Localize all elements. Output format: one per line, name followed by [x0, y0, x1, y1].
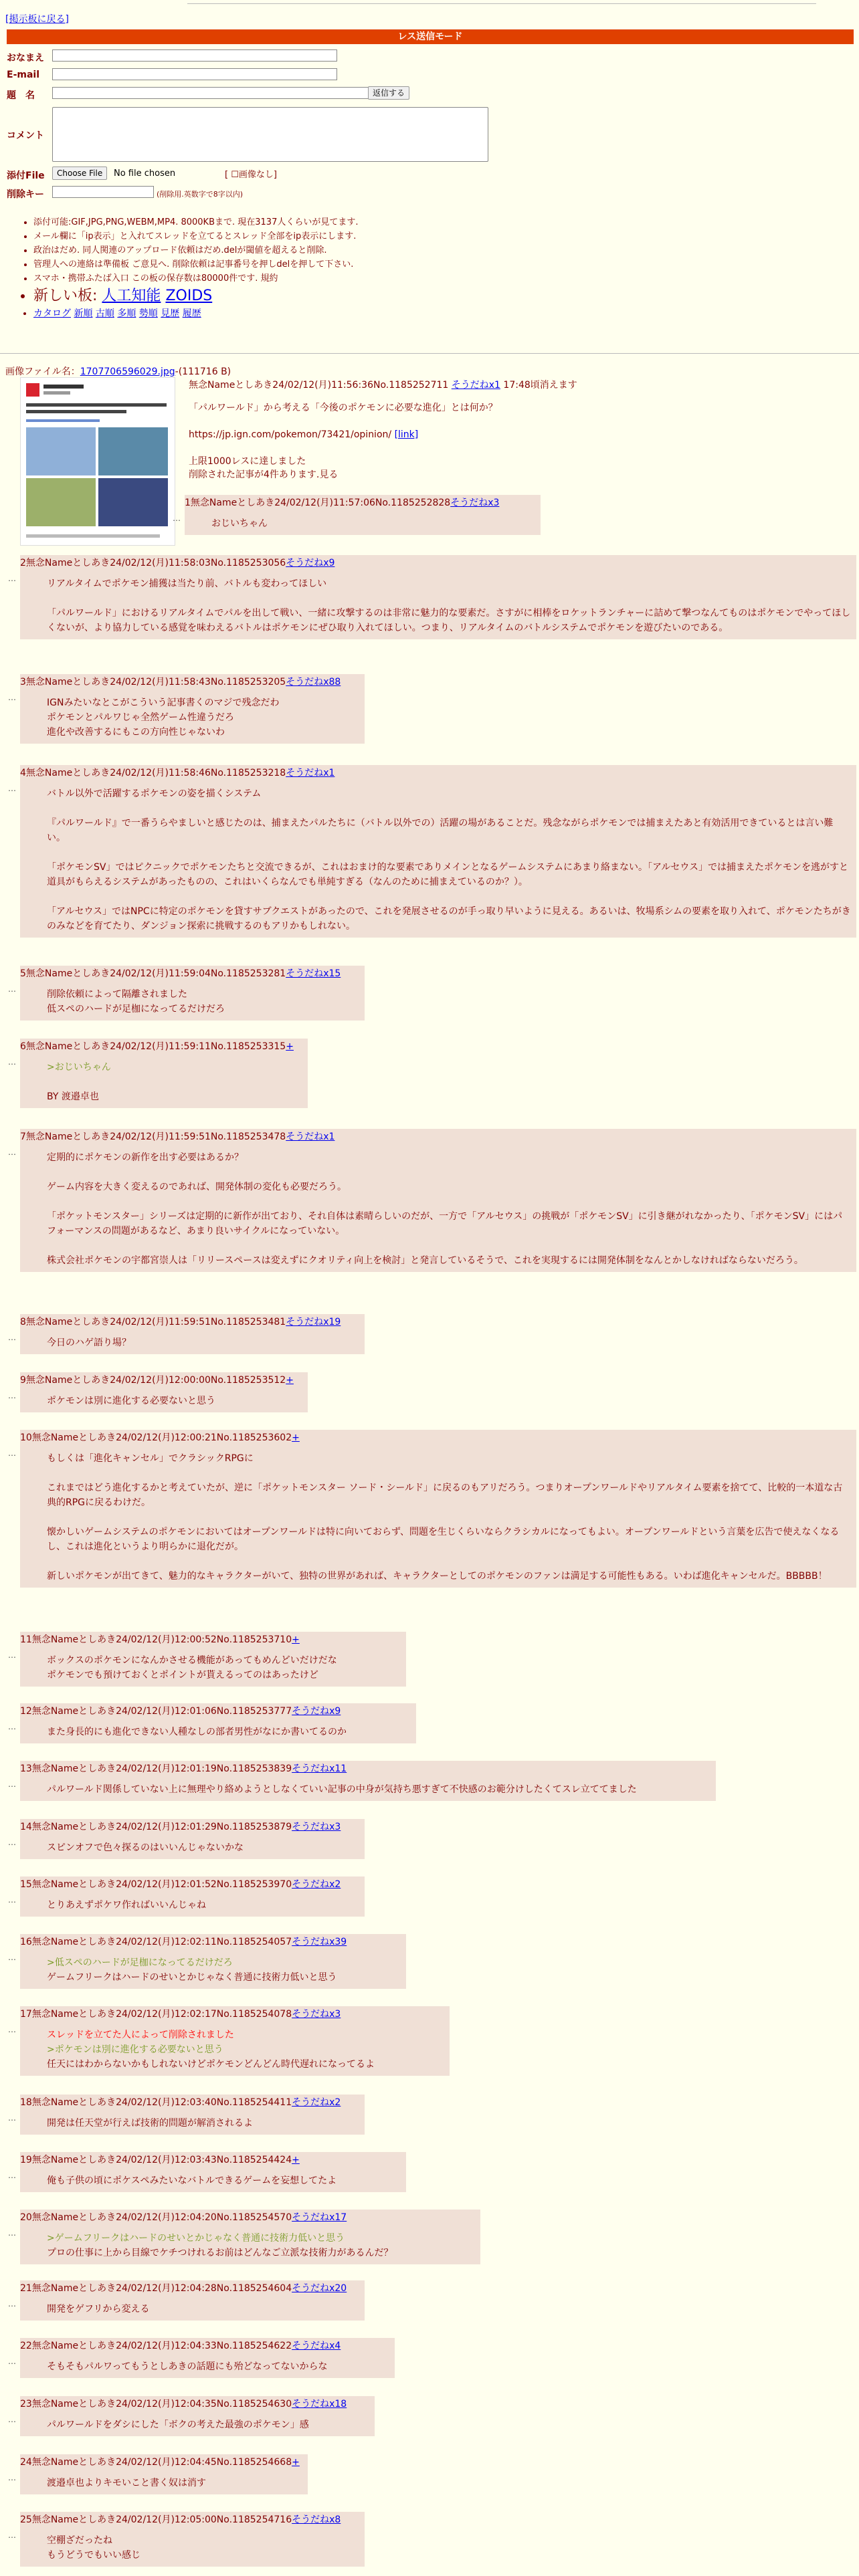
op-expire: 17:48頃消えます [503, 380, 577, 391]
reply-body [20, 2533, 359, 2563]
reply-header-text: 18無念Nameとしあき24/02/12(月)12:03:40No.1185254411 [20, 2097, 292, 2108]
reply-line: >低スペのハードが足枷になってるだけだろ [47, 1957, 233, 1968]
reply-line: とりあえずポケワ作ればいいんじゃね [47, 1900, 206, 1911]
soudane-link[interactable]: そうだねx88 [286, 677, 341, 687]
reply-header-text: 22無念Nameとしあき24/02/12(月)12:04:33No.1185254622 [20, 2341, 292, 2351]
reply-indent-marker: … [8, 2113, 16, 2123]
reply-header-text: 16無念Nameとしあき24/02/12(月)12:02:11No.1185254057 [20, 1937, 292, 1947]
reply-post [20, 2338, 395, 2378]
reply-line: ボックスのポケモンになんかさせる機能があってもめんどいだけだな [47, 1655, 337, 1666]
reply-line: >ポケモンは別に進化する必要ないと思う [47, 2044, 223, 2055]
reply-header-text: 4無念Nameとしあき24/02/12(月)11:58:46No.1185253218 [20, 768, 286, 778]
soudane-link[interactable]: そうだねx18 [292, 2399, 347, 2409]
reply-header [20, 1431, 851, 1444]
reply-post [20, 2095, 365, 2135]
reply-indent-marker: … [8, 1722, 16, 1731]
reply-header-text: 20無念Nameとしあき24/02/12(月)12:04:20No.1185254570 [20, 2212, 292, 2223]
reply-body [20, 1782, 710, 1797]
reply-line: 俺も子供の頃にポケスペみたいなバトルできるゲームを妄想してたよ [47, 2175, 337, 2186]
op-header-text: 無念Nameとしあき24/02/12(月)11:56:36No.1185252711 [189, 380, 449, 391]
reply-post [20, 1761, 716, 1801]
reply-header-text: 23無念Nameとしあき24/02/12(月)12:04:35No.1185254630 [20, 2399, 292, 2409]
reply-post [20, 1876, 365, 1917]
reply-line [47, 845, 851, 860]
reply-header [20, 1374, 302, 1387]
reply-body [20, 987, 359, 1016]
op-thumbnail-image[interactable] [20, 377, 175, 546]
reply-body [20, 786, 851, 934]
file-label: 添付File [7, 171, 45, 181]
reply-line: BY 渡邉卓也 [47, 1091, 99, 1102]
reply-line: ポケモンとパルワじゃ全然ゲーム性違うだろ [47, 712, 234, 723]
reply-line: 株式会社ポケモンの宇都宮崇人は「リリースペースは変えずにクオリティ向上を検討」と発言しているそうで、これを実現するには開発体制をなんとかしなければならないだろう。 [47, 1255, 803, 1266]
reply-body [20, 1394, 302, 1408]
soudane-link[interactable]: + [292, 2457, 300, 2468]
reply-line: 任天にはわからないかもしれないけどポケモンどんどん時代遅れになってるよ [47, 2059, 375, 2070]
email-label: E-mail [7, 70, 40, 80]
reply-line: ポケモンは別に進化する必要ないと思う [47, 1396, 215, 1406]
soudane-link[interactable]: そうだねx19 [286, 1317, 341, 1327]
reply-post [185, 495, 541, 535]
reply-post [20, 555, 856, 639]
reply-header-text: 5無念Nameとしあき24/02/12(月)11:59:04No.1185253281 [20, 968, 286, 979]
reply-header [20, 2211, 475, 2224]
soudane-link[interactable]: + [292, 1634, 300, 1645]
reply-indent-marker: … [8, 574, 16, 583]
reply-header-text: 2無念Nameとしあき24/02/12(月)11:58:03No.1185253056 [20, 558, 286, 568]
reply-post [20, 674, 365, 744]
reply-header [20, 1633, 401, 1646]
email-input[interactable] [52, 68, 337, 80]
soudane-link[interactable]: そうだねx8 [292, 2514, 341, 2525]
soudane-link[interactable]: そうだねx39 [292, 1937, 347, 1947]
rule-item: • スマホ・携帯ふたば入口 この板の保存数は80000件です. 規約 [33, 272, 682, 286]
reply-line: 進化や改善するにもこの方向性じゃないわ [47, 727, 225, 738]
reply-body [20, 576, 851, 635]
reply-header [20, 1762, 710, 1776]
comment-label: コメント [7, 130, 44, 141]
soudane-link[interactable]: そうだねx20 [292, 2283, 347, 2294]
reply-header [20, 2008, 444, 2021]
reply-line [47, 1165, 851, 1180]
reply-post [20, 2396, 375, 2436]
reply-line: 開発は任天堂が行えば技術的問題が解消されるよ [47, 2118, 253, 2129]
reply-header [20, 1705, 411, 1718]
op-header [189, 379, 844, 392]
reply-header [20, 2282, 359, 2295]
reply-post [20, 1039, 308, 1108]
reply-line: そもそもパルワってもうとしあきの話題にも殆どなってないからな [47, 2361, 328, 2372]
reply-line: 定期的にポケモンの新作を出す必要はあるか？ [47, 1152, 244, 1163]
reply-header-text: 12無念Nameとしあき24/02/12(月)12:01:06No.1185253777 [20, 1706, 292, 1717]
reply-post [20, 1632, 406, 1687]
reply-header-text: 3無念Nameとしあき24/02/12(月)11:58:43No.1185253205 [20, 677, 286, 687]
comment-textarea[interactable] [52, 107, 488, 162]
op-soudane-link[interactable]: そうだねx1 [451, 380, 500, 391]
reply-indent-marker: … [8, 2357, 16, 2366]
soudane-link[interactable]: そうだねx2 [292, 2097, 341, 2108]
reply-line: パルワールドをダシにした「ボクの考えた最強のポケモン」感 [47, 2420, 309, 2430]
reply-indent-marker: … [8, 2473, 16, 2482]
board-rules [13, 215, 682, 321]
reply-header [20, 2096, 359, 2109]
reply-body [20, 1150, 851, 1268]
name-input[interactable] [52, 49, 337, 62]
reply-body [20, 1898, 359, 1913]
reply-indent-marker: … [8, 2415, 16, 2424]
reply-body [20, 1451, 851, 1584]
reply-body [20, 1955, 401, 1985]
reply-line [47, 1466, 851, 1481]
reply-indent-marker: … [8, 2171, 16, 2180]
rule-item: • 管理人への連絡は準備板 ご意見へ. 削除依頼は記事番号を押しdelを押して下さい. [33, 257, 682, 272]
new-board-link-zoids[interactable]: ZOIDS [165, 288, 213, 304]
rules-list [13, 215, 682, 321]
reply-header [20, 1820, 359, 1834]
reply-indent-marker: … [8, 2025, 16, 2034]
soudane-link[interactable]: そうだねx15 [286, 968, 341, 979]
new-board-link-ai[interactable]: 人工知能 [102, 288, 161, 304]
reply-line: 新しいポケモンが出てきて、魅力的なキャラクターがいて、独特の世界があれば、キャラクターとしてのポケモンのファンは満足する可能性もある。いわば進化キャンセルだ。BBBBB！ [47, 1571, 828, 1582]
choose-file-button[interactable]: Choose File [52, 167, 107, 180]
reply-post [20, 2454, 308, 2494]
catalog-link[interactable]: カタログ [33, 308, 71, 319]
reply-header [185, 496, 535, 510]
reply-line: 低スペのハードが足枷になってるだけだろ [47, 1004, 225, 1014]
reply-post [20, 2006, 450, 2076]
reply-indent-marker: … [8, 1148, 16, 1157]
reply-line: 「アルセウス」ではNPCに特定のポケモンを貸すサブクエストがあったので、これを発展させるのが手っ取り早いように見える。あるいは、牧場系シムの要素を取り入れて、ポケモンたちがきのみなどを育てたり、ダンジョン探索に挑戦するのもアリかもしれない。 [47, 906, 851, 932]
soudane-link[interactable]: そうだねx1 [286, 768, 335, 778]
reply-line: 今日のハゲ語り場？ [47, 1337, 131, 1348]
reply-header [20, 1040, 302, 1053]
reply-header-text: 13無念Nameとしあき24/02/12(月)12:01:19No.1185253839 [20, 1763, 292, 1774]
reply-body [20, 2418, 369, 2432]
back-to-board-link[interactable]: [掲示板に戻る] [5, 14, 69, 25]
op-body [189, 401, 844, 481]
reply-line: 開発をゲフリから変える [47, 2304, 150, 2315]
no-image-checkbox[interactable]: [ ☐画像なし] [225, 170, 277, 180]
soudane-link[interactable]: + [286, 1375, 294, 1386]
reply-line: ゲーム内容を大きく変えるのであれば、開発体制の変化も必要だろう。 [47, 1182, 347, 1192]
reply-body [20, 1060, 302, 1104]
reply-line: 「パルワールド」におけるリアルタイムでパルを出して戦い、一緒に攻撃するのは非常に魅力的な要素だ。さすがに相棒をロケットランチャーに詰めて撃つなんてものはポケモンでやってほしくないが、より協力している感覚を味わえるバトルはポケモンにぜひ取り入れてほしい。つまり、リアルタイムのバトルシステムでポケモンを遊びたいのである。 [47, 608, 851, 633]
reply-line: ポケモンでも預けておくとポイントが貰えるってのはあったけど [47, 1670, 318, 1681]
soudane-link[interactable]: + [292, 1432, 300, 1443]
reply-body [20, 2302, 359, 2317]
reply-indent-marker: … [8, 693, 16, 702]
op-post [189, 379, 844, 481]
soudane-link[interactable]: そうだねx1 [286, 1132, 335, 1142]
reply-post [20, 2210, 480, 2264]
soudane-link[interactable]: そうだねx9 [286, 558, 335, 568]
reply-line [47, 591, 851, 606]
reply-header-text: 17無念Nameとしあき24/02/12(月)12:02:17No.1185254078 [20, 2009, 292, 2020]
reply-header-text: 11無念Nameとしあき24/02/12(月)12:00:52No.1185253710 [20, 1634, 292, 1645]
reply-header [20, 2513, 359, 2527]
reply-body [20, 2116, 359, 2131]
reply-post [20, 1934, 406, 1989]
reply-header [20, 2456, 302, 2469]
reply-line: >ゲームフリークはハードのせいとかじゃなく普通に技術力低いと思う [47, 2233, 345, 2244]
reply-header [20, 675, 359, 689]
reply-post [20, 1314, 365, 1354]
reply-indent-marker: … [8, 1057, 16, 1067]
reply-header [20, 2153, 401, 2167]
view-history-link[interactable]: 見歴 [161, 308, 180, 319]
sort-links [33, 307, 682, 321]
no-file-text: No file chosen [114, 169, 176, 179]
reply-header [20, 556, 851, 570]
reply-header-text: 1無念Nameとしあき24/02/12(月)11:57:06No.1185252828 [185, 498, 451, 508]
reply-header [20, 2397, 369, 2411]
soudane-link[interactable]: そうだねx17 [292, 2212, 347, 2223]
reply-indent-marker: … [8, 2228, 16, 2238]
reply-post [20, 2512, 365, 2567]
reply-header [20, 1130, 851, 1144]
delkey-input[interactable] [52, 186, 154, 198]
reply-body [185, 516, 535, 531]
rule-item: • 政治はだめ. 同人関連のアップロード依頼はだめ.delが閾値を超えると削除. [33, 243, 682, 257]
delkey-label: 削除キー [7, 189, 44, 200]
reply-post [20, 1430, 856, 1588]
reply-indent-marker: … [8, 1333, 16, 1342]
reply-indent-marker: … [173, 514, 181, 523]
new-boards-label: 新しい板: [33, 288, 98, 304]
reply-line: IGNみたいなとこがこういう記事書くのマジで残念だわ [47, 697, 280, 708]
reply-header [20, 1315, 359, 1329]
reply-line: 懐かしいゲームシステムのポケモンにおいてはオープンワールドは特に向いておらず、問題を生じくらいならクラシカルになってもよい。オープンワールドという言葉を広告で使えなくなるし、これは進化というより明らかに退化だが。 [47, 1527, 840, 1552]
name-label: おなまえ [7, 53, 44, 64]
reply-header [20, 967, 359, 980]
sort-many-link[interactable]: 多順 [117, 308, 136, 319]
reply-body [20, 1653, 401, 1683]
reply-header [20, 1878, 359, 1891]
reply-indent-marker: … [8, 1838, 16, 1847]
reply-line: スレッドを立てた人によって削除されました [47, 2030, 234, 2040]
reply-post [20, 1819, 365, 1859]
reply-body [20, 2476, 302, 2490]
reply-header-text: 6無念Nameとしあき24/02/12(月)11:59:11No.1185253315 [20, 1041, 286, 1052]
soudane-link[interactable]: そうだねx2 [292, 1879, 341, 1890]
reply-line: 『パルワールド』で一番うらやましいと感じたのは、捕まえたパルたちに（バトル以外での）活躍の場があることだ。残念ながらポケモンでは捕まえたあと有効活用できているとは言い難い。 [47, 818, 834, 843]
reply-header-text: 15無念Nameとしあき24/02/12(月)12:01:52No.1185253970 [20, 1879, 292, 1890]
reply-body [20, 2173, 401, 2188]
reply-header-text: 9無念Nameとしあき24/02/12(月)12:00:00No.1185253512 [20, 1375, 286, 1386]
reply-post [20, 2280, 365, 2321]
reply-line: もしくは「進化キャンセル」でクラシックRPGに [47, 1453, 254, 1464]
reply-indent-marker: … [8, 1953, 16, 1962]
reply-indent-marker: … [8, 2531, 16, 2540]
reply-header-text: 25無念Nameとしあき24/02/12(月)12:05:00No.1185254716 [20, 2514, 292, 2525]
reply-body [20, 1335, 359, 1350]
reply-line [47, 1194, 851, 1209]
soudane-link[interactable]: そうだねx9 [292, 1706, 341, 1717]
reply-post [20, 1703, 416, 1743]
reply-line [47, 1239, 851, 1253]
top-divider [187, 3, 816, 4]
reply-post [20, 2152, 406, 2192]
thumbnail-graphic [21, 378, 175, 545]
reply-indent-marker: … [8, 984, 16, 994]
reply-post [20, 765, 856, 938]
op-line: 削除された記事が4件あります.見る [189, 469, 339, 480]
submit-button[interactable]: 返信する [368, 86, 409, 100]
image-file-link[interactable]: 1707706596029.jpg [80, 366, 175, 377]
reply-line: パルワールド関係していない上に無理やり絡めようとしなくていい記事の中身が気持ち悪すぎて不快感のお範分けしたくてスレ立ててました [47, 1784, 637, 1795]
reply-line [47, 1075, 302, 1089]
reply-line: 削除依頼によって隔離されました [47, 989, 187, 1000]
subject-label: 題 名 [7, 90, 35, 101]
reply-body [20, 1725, 411, 1739]
op-line: 上限1000レスに達しました [189, 456, 306, 467]
reply-header-text: 14無念Nameとしあき24/02/12(月)12:01:29No.1185253879 [20, 1822, 292, 1832]
reply-mode-bar: レス送信モード [7, 29, 854, 44]
reply-indent-marker: … [8, 2299, 16, 2309]
reply-body [20, 2231, 475, 2260]
reply-line: おじいちゃん [211, 518, 268, 529]
reply-line: 「ポケモンSV」ではピクニックでポケモンたちと交流できるが、これはおまけ的な要素でありメインとなるゲームシステムにあまり絡まない。「アルセウス」では捕まえたポケモンを逃がすと道具がもらえるシステムがあったものの、これはいくらなんでも単純すぎる（なんのために捕まえているのか？）。 [47, 862, 848, 887]
reply-line: 「ポケットモンスター」シリーズは定期的に新作が出ており、それ自体は素晴らしいのだが、一方で「アルセウス」の挑戦が「ポケモンSV」に引き継がれなかったり、「ポケモンSV」にはパフォーマンスの問題があるなど、あまり良いサイクルになっていない。 [47, 1211, 843, 1237]
reply-header-text: 19無念Nameとしあき24/02/12(月)12:03:43No.1185254424 [20, 2155, 292, 2165]
reply-header [20, 1935, 401, 1949]
image-size: -(111716 B) [175, 366, 231, 377]
soudane-link[interactable]: + [286, 1041, 294, 1052]
delkey-note: (削除用.英数字で8字以内) [157, 190, 244, 199]
reply-line: もうどうでもいい感じ [47, 2550, 140, 2561]
op-line [189, 415, 844, 428]
soudane-link[interactable]: そうだねx4 [292, 2341, 341, 2351]
soudane-link[interactable]: そうだねx3 [292, 1822, 341, 1832]
back-link-wrap [5, 12, 69, 25]
reply-line: >おじいちゃん [47, 1062, 111, 1073]
reply-line: また身長的にも進化できない人種なしの部者男性がなにか書いてるのか [47, 1727, 347, 1737]
op-line: 「パルワールド」から考える「今後のポケモンに必要な進化」とは何か？ [189, 403, 498, 413]
sort-old-link[interactable]: 古順 [95, 308, 114, 319]
reply-header-text: 24無念Nameとしあき24/02/12(月)12:04:45No.1185254668 [20, 2457, 292, 2468]
reply-indent-marker: … [8, 1780, 16, 1789]
op-link[interactable]: [link] [394, 429, 419, 440]
reply-post [20, 966, 365, 1021]
reply-header-text: 7無念Nameとしあき24/02/12(月)11:59:51No.1185253478 [20, 1132, 286, 1142]
reply-header [20, 2339, 389, 2353]
reply-post [20, 1372, 308, 1412]
sort-momentum-link[interactable]: 勢順 [138, 308, 158, 319]
reply-line [47, 801, 851, 816]
reply-line: プロの仕事に上から目線でケチつけれるお前はどんなご立派な技術力があるんだ？ [47, 2248, 393, 2258]
reply-post [20, 1129, 856, 1272]
reply-header [20, 766, 851, 780]
reply-body [20, 1840, 359, 1855]
new-boards [33, 286, 682, 307]
reply-body [20, 695, 359, 740]
subject-input[interactable] [52, 87, 371, 99]
reply-line: 空棚ざだったね [47, 2535, 112, 2546]
reply-header-text: 8無念Nameとしあき24/02/12(月)11:59:51No.1185253481 [20, 1317, 286, 1327]
reply-line [47, 889, 851, 904]
op-line-url: https://jp.ign.com/pokemon/73421/opinion/ [link] [189, 429, 419, 440]
reply-line [47, 1510, 851, 1525]
reply-line [47, 1554, 851, 1569]
divider [0, 353, 859, 354]
image-filename [5, 364, 231, 378]
reply-indent-marker: … [8, 1448, 16, 1458]
reply-line: スピンオフで色々探るのはいいんじゃないかな [47, 1842, 244, 1853]
op-line [189, 441, 844, 455]
reply-indent-marker: … [8, 1895, 16, 1905]
reply-line: バトル以外で活躍するポケモンの姿を描くシステム [47, 788, 262, 799]
reply-indent-marker: … [8, 1391, 16, 1400]
soudane-link[interactable]: + [292, 2155, 300, 2165]
sort-new-link[interactable]: 新順 [74, 308, 93, 319]
reply-body [20, 2359, 389, 2374]
reply-body [20, 2028, 444, 2072]
soudane-link[interactable]: そうだねx3 [450, 498, 500, 508]
rule-item: • メール欄に「ip表示」と入れてスレッドを立てるとスレッド全部をip表示にします. [33, 229, 682, 243]
reply-header-text: 10無念Nameとしあき24/02/12(月)12:00:21No.1185253602 [20, 1432, 292, 1443]
soudane-link[interactable]: そうだねx3 [292, 2009, 341, 2020]
history-link[interactable]: 履歴 [182, 308, 201, 319]
reply-line: 渡邉卓也よりキモいこと書く奴は消す [47, 2478, 206, 2488]
soudane-link[interactable]: そうだねx11 [292, 1763, 347, 1774]
image-filename-label: 画像ファイル名： [5, 366, 80, 377]
reply-indent-marker: … [8, 1650, 16, 1660]
reply-header-text: 21無念Nameとしあき24/02/12(月)12:04:28No.1185254604 [20, 2283, 292, 2294]
rule-item: • 添付可能:GIF,JPG,PNG,WEBM,MP4. 8000KBまで. 現在3137人くらいが見てます. [33, 215, 682, 229]
reply-line: これまではどう進化するかと考えていたが、逆に「ポケットモンスター ソード・シールド」に戻るのもアリだろう。つまりオープンワールドやリアルタイム要素を捨てて、比較的一本道な古典的RPGに戻るわけだ。 [47, 1483, 843, 1508]
reply-indent-marker: … [8, 784, 16, 793]
reply-line: ゲームフリークはハードのせいとかじゃなく普通に技術力低いと思う [47, 1972, 337, 1983]
reply-line: リアルタイムでポケモン捕獲は当たり前、バトルも変わってほしい [47, 578, 327, 589]
